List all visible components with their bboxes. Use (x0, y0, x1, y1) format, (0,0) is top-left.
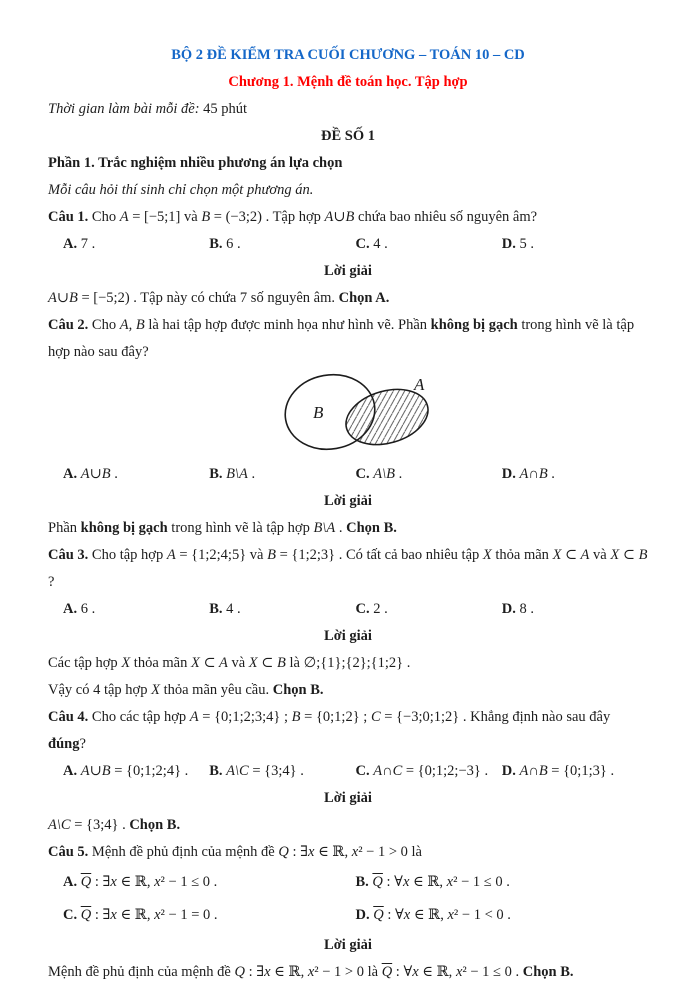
q3-solution-line2: Vậy có 4 tập hợp X thỏa mãn yêu cầu. Chọn B. (48, 682, 324, 698)
question-1 (48, 204, 648, 312)
q4-statement: Câu 4. Cho các tập hợp A = {0;1;2;3;4} ; B = {0;1;2} ; C = {−3;0;1;2} . Khẳng định nào sau đây đúng? (48, 709, 611, 752)
question-2 (48, 312, 648, 542)
question-5 (48, 839, 648, 986)
exam-number: ĐỀ SỐ 1 (321, 128, 375, 144)
q3-solution-heading: Lời giải (324, 628, 372, 644)
question-3 (48, 542, 648, 704)
doc-subtitle: Chương 1. Mệnh đề toán học. Tập hợp (228, 74, 468, 90)
q3-options (48, 596, 648, 623)
set-a-label: A (414, 375, 425, 394)
q5-options-row2 (48, 899, 648, 932)
q3-option-d: D. 8 . (501, 601, 534, 617)
q1-option-d: D. 5 . (501, 236, 534, 252)
part1-heading: Phần 1. Trắc nghiệm nhiều phương án lựa chọn (48, 155, 343, 171)
q5-option-d: D. $\overline{Q}$ : ∀x ∈ ℝ, x² − 1 < 0 . (355, 907, 511, 923)
q4-option-d: D. A∩B = {0;1;3} . (501, 763, 615, 779)
q4-option-a: A. A∪B = {0;1;2;4} . (63, 763, 189, 779)
q3-statement: Câu 3. Cho tập hợp A = {1;2;4;5} và B = {1;2;3} . Có tất cả bao nhiêu tập X thỏa mãn X ⊂ A và X ⊂ B ? (48, 547, 648, 590)
venn-diagram (76, 366, 676, 461)
part1-note: Mỗi câu hỏi thí sinh chỉ chọn một phương án. (48, 182, 314, 198)
q2-solution: Phần không bị gạch trong hình vẽ là tập hợp B\A . Chọn B. (48, 520, 397, 536)
question-4 (48, 704, 648, 839)
q2-statement: Câu 2. Cho A, B là hai tập hợp được minh họa như hình vẽ. Phần không bị gạch trong hình vẽ là tập hợp nào sau đây? (48, 317, 635, 360)
q1-solution: A∪B = [−5;2) . Tập này có chứa 7 số nguyên âm. Chọn A. (48, 290, 390, 306)
q5-solution-heading: Lời giải (324, 937, 372, 953)
q3-option-c: C. 2 . (355, 601, 388, 617)
q3-option-a: A. 6 . (63, 601, 96, 617)
venn-svg (281, 366, 471, 461)
set-b-label: B (313, 403, 324, 422)
q2-option-a: A. A∪B . (63, 466, 118, 482)
q3-solution-line1: Các tập hợp X thỏa mãn X ⊂ A và X ⊂ B là ∅;{1};{2};{1;2} . (48, 655, 411, 671)
q5-solution: Mệnh đề phủ định của mệnh đề Q : ∃x ∈ ℝ, x² − 1 > 0 là $\overline{Q}$ : ∀x ∈ ℝ, x² − 1 ≤ 0 . Chọn B. (48, 964, 574, 980)
q2-option-b: B. B\A . (209, 466, 256, 482)
q4-option-c: C. A∩C = {0;1;2;−3} . (355, 763, 489, 779)
doc-title: BỘ 2 ĐỀ KIỂM TRA CUỐI CHƯƠNG – TOÁN 10 – CD (171, 47, 525, 63)
q3-option-b: B. 4 . (209, 601, 241, 617)
q1-statement: Câu 1. Cho A = [−5;1] và B = (−3;2) . Tập hợp A∪B chứa bao nhiêu số nguyên âm? (48, 209, 538, 225)
q2-option-d: D. A∩B . (501, 466, 555, 482)
q5-option-a: A. $\overline{Q}$ : ∃x ∈ ℝ, x² − 1 ≤ 0 . (63, 874, 218, 890)
q2-options (48, 461, 648, 488)
q1-options (48, 231, 648, 258)
time-line: Thời gian làm bài mỗi đề: 45 phút (48, 101, 248, 117)
q1-option-c: C. 4 . (355, 236, 388, 252)
q5-option-b: B. $\overline{Q}$ : ∀x ∈ ℝ, x² − 1 ≤ 0 . (355, 874, 510, 890)
q4-solution: A\C = {3;4} . Chọn B. (48, 817, 181, 833)
q4-solution-heading: Lời giải (324, 790, 372, 806)
q1-option-b: B. 6 . (209, 236, 241, 252)
q4-option-b: B. A\C = {3;4} . (209, 763, 304, 779)
q2-solution-heading: Lời giải (324, 493, 372, 509)
q4-options (48, 758, 648, 785)
q5-options-row1 (48, 866, 648, 899)
q1-option-a: A. 7 . (63, 236, 96, 252)
q5-statement: Câu 5. Mệnh đề phủ định của mệnh đề Q : ∃x ∈ ℝ, x² − 1 > 0 là (48, 844, 422, 860)
q5-option-c: C. $\overline{Q}$ : ∃x ∈ ℝ, x² − 1 = 0 . (63, 907, 218, 923)
q2-option-c: C. A\B . (355, 466, 403, 482)
q1-solution-heading: Lời giải (324, 263, 372, 279)
